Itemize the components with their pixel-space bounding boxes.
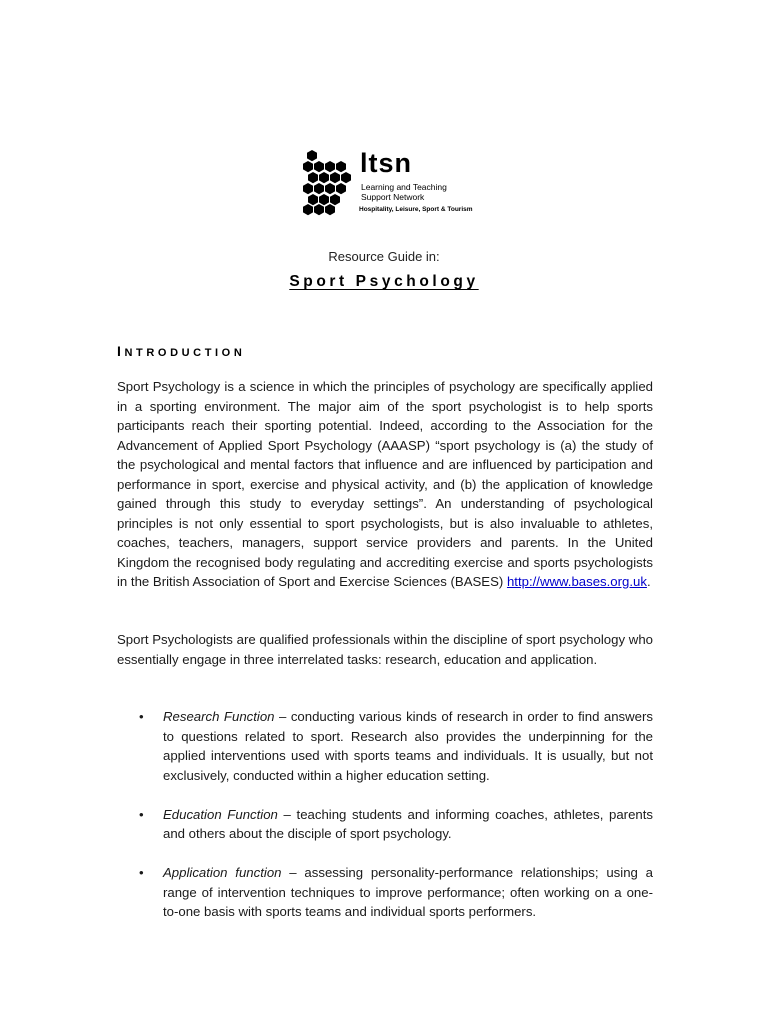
bases-link[interactable]: http://www.bases.org.uk [506,574,647,589]
resource-guide-label: Resource Guide in: [328,249,440,264]
section-heading-introduction [117,343,245,359]
bullet-icon: • [139,709,144,724]
hexagon-cluster-icon [303,148,359,218]
intro-paragraph-1-end: . [646,574,651,589]
bullet-term: Education Function [163,806,278,822]
logo-subtitle-line2: Support Network [361,192,425,202]
list-item-education-function [117,805,653,844]
bullet-text: – teaching students and informing coaches, athletes, parents and others about the disciple of sport psychology. [163,806,653,841]
ltsn-logo [303,148,473,218]
function-list [117,707,653,941]
page-title [0,273,768,291]
logo-title: ltsn [360,148,413,178]
bullet-term: Application function [163,865,282,880]
intro-paragraph-1 [117,377,653,592]
section-heading-initial: I [117,343,125,359]
intro-paragraph-1-text: Sport Psychology is a science in which the principles of psychology are specifically applied in a sporting environment. The major aim of the sport psychologist is to help sports participants reach their sporting potential. Indeed, according to the Association for the Advancement of Applied Sport Psychology (AAASP) “sport psychology is (a) the study of the psychological and mental factors that influence and are influenced by participation and performance in sport, exercise and physical activity, and (b) the application of knowledge gained through this study to everyday settings”. An understanding of psychological principles is not only essential to sport psychologists, but is also invaluable to athletes, coaches, teachers, managers, support service providers and parents. In the United Kingdom the recognised body regulating and accrediting exercise and sports psychologists in the British Association of Sport and Exercise Sciences (BASES) [117,379,653,589]
bullet-icon: • [139,806,144,822]
bullet-icon: • [139,865,144,880]
page-title-text: Sport Psychology [289,273,479,290]
list-item-application-function [117,863,653,922]
section-heading-rest: NTRODUCTION [124,347,246,359]
logo-tagline: Hospitality, Leisure, Sport & Tourism [359,206,473,213]
bullet-term: Research Function [163,709,275,724]
logo-subtitle-line1: Learning and Teaching [361,182,447,192]
intro-paragraph-2: Sport Psychologists are qualified professionals within the discipline of sport psychology who essentially engage in three interrelated tasks: research, education and application. [117,632,653,667]
bullet-text: – assessing personality-performance relationships; using a range of intervention techniques to improve performance; often working on a one-to-one basis with sports teams and individual sports performers. [163,865,653,919]
list-item-research-function [117,707,653,785]
bullet-text: – conducting various kinds of research in order to find answers to questions related to sport. Research also provides the underpinning for the applied interventions used with sports teams and individuals. It is usually, but not exclusively, conducted within a higher education setting. [163,709,653,783]
